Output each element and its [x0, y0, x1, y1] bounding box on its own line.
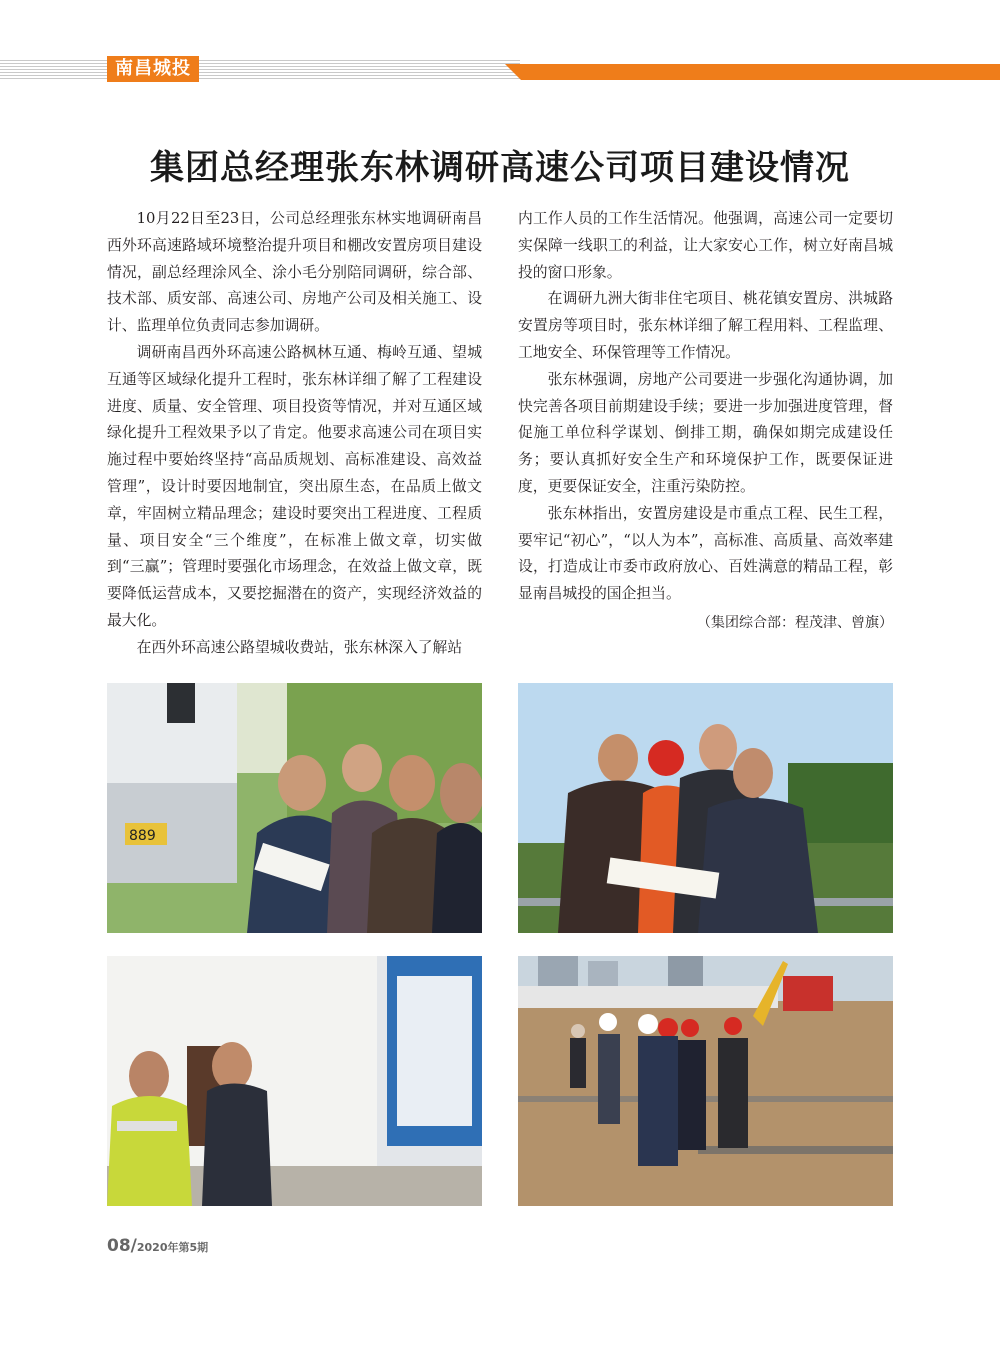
photo-construction-site — [518, 956, 893, 1206]
page-number: 08/ — [107, 1236, 137, 1256]
paragraph: 10月22日至23日，公司总经理张东林实地调研南昌西外环高速路域环境整治提升项目和棚改安置房项目建设情况，副总经理涂风全、涂小毛分别陪同调研，综合部、技术部、质安部、高速公司、房地产公司及相关施工、设计、监理单位负责同志参加调研。 — [107, 210, 482, 335]
paragraph: 在西外环高速公路望城收费站，张东林深入了解站 — [136, 638, 463, 656]
page-footer — [107, 1236, 208, 1256]
photo-highway-inspection — [107, 683, 482, 933]
section-tag: 南昌城投 — [107, 56, 199, 82]
byline: （集团综合部：程茂津、曾旗） — [697, 614, 893, 631]
paragraph: 在调研九洲大街非住宅项目、桃花镇安置房、洪城路安置房等项目时，张东林详细了解工程用料、工程监理、工地安全、环保管理等工作情况。 — [518, 290, 893, 361]
article-column-right — [518, 206, 893, 637]
photo-toll-station-visit — [107, 956, 482, 1206]
paragraph: 调研南昌西外环高速公路枫林互通、梅岭互通、望城互通等区域绿化提升工程时，张东林详细了解了工程建设进度、质量、安全管理、项目投资等情况，并对互通区域绿化提升工程效果予以了肯定。他要求高速公司在项目实施过程中要始终坚持“高品质规划、高标准建设、高效益管理”，设计时要因地制宜，突出原生态，在品质上做文章，牢固树立精品理念；建设时要突出工程进度、工程质量、项目安全“三个维度”，在标准上做文章，切实做到“三赢”；管理时要强化市场理念，在效益上做文章，既要降低运营成本，又要挖掘潜在的资产，实现经济效益的最大化。 — [107, 343, 482, 629]
article-column-left — [107, 206, 482, 662]
license-plate: 889 — [129, 828, 156, 844]
header-stripes — [0, 60, 520, 80]
paragraph-continuation: 内工作人员的工作生活情况。他强调，高速公司一定要切实保障一线职工的利益，让大家安心工作，树立好南昌城投的窗口形象。 — [518, 210, 893, 281]
header-orange-bar — [505, 64, 1000, 80]
photo-plan-review — [518, 683, 893, 933]
paragraph: 张东林指出，安置房建设是市重点工程、民生工程，要牢记“初心”，“以人为本”，高标准、高质量、高效率建设，打造成让市委市政府放心、百姓满意的精品工程，彰显南昌城投的国企担当。 — [518, 504, 893, 603]
paragraph: 张东林强调，房地产公司要进一步强化沟通协调，加快完善各项目前期建设手续；要进一步加强进度管理，督促施工单位科学谋划、倒排工期，确保如期完成建设任务；要认真抓好安全生产和环境保护工作，既要保证进度，更要保证安全，注重污染防控。 — [518, 370, 893, 495]
article-title: 集团总经理张东林调研高速公司项目建设情况 — [150, 148, 850, 188]
issue-label: 2020年第5期 — [136, 1241, 209, 1254]
